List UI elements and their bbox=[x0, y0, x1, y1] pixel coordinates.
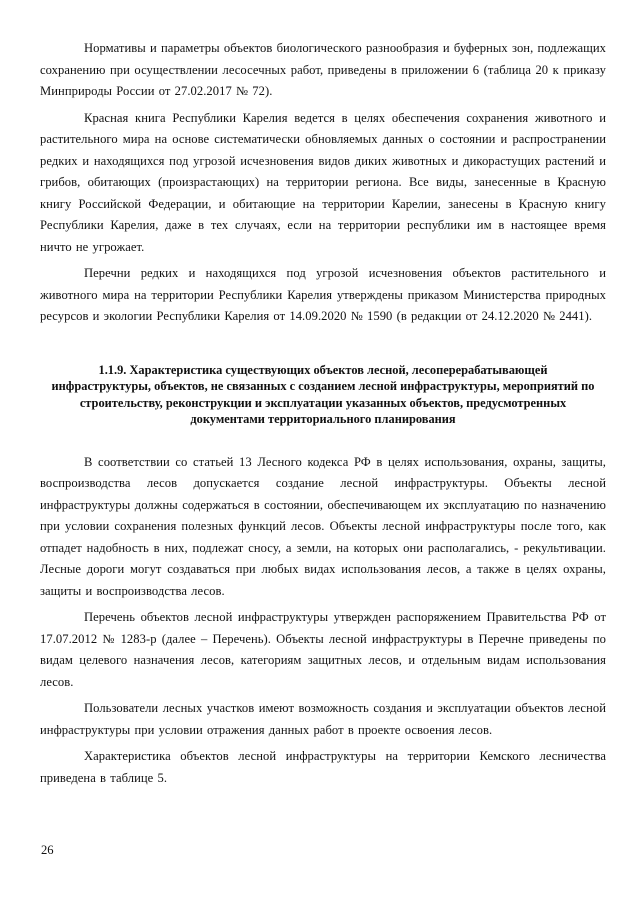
paragraph-forest-code-article: В соответствии со статьей 13 Лесного кодекса РФ в целях использования, охраны, защиты, воспроизводства лесов допускается создание лесной инфраструктуры. Объекты лесной инфраструктуры должны содержаться в состоянии, обеспечивающем их эксплуатацию по назначению при условии сохранения полезных функций лесов. Объекты лесной инфраструктуры после того, как отпадет надобность в них, подлежат сносу, а земли, на которых они располагались, - рекультивации. Лесные дороги могут создаваться при любых видах использования лесов, а также в целях охраны, защиты и воспроизводства лесов. bbox=[40, 454, 606, 598]
paragraph-biodiversity-norms: Нормативы и параметры объектов биологического разнообразия и буферных зон, подлежащих сохранению при осуществлении лесосечных работ, приведены в приложении 6 (таблица 20 к приказу Минприроды России от 27.02.2017 № 72). bbox=[40, 41, 606, 98]
document-body bbox=[40, 38, 606, 789]
paragraph-land-users: Пользователи лесных участков имеют возможность создания и эксплуатации объектов лесной инфраструктуры при условии отражения данных работ в проекте освоения лесов. bbox=[40, 701, 606, 737]
section-heading: 1.1.9. Характеристика существующих объектов лесной, лесоперерабатывающей инфраструктуры, объектов, не связанных с созданием лесной инфраструктуры, мероприятий по строительству, реконструкции и эксплуатации указанных объектов, предусмотренных документами территориального планирования bbox=[51, 362, 595, 426]
paragraph-table-reference: Характеристика объектов лесной инфраструктуры на территории Кемского лесничества приведена в таблице 5. bbox=[40, 749, 606, 785]
paragraph-infrastructure-list: Перечень объектов лесной инфраструктуры утвержден распоряжением Правительства РФ от 17.07.2012 № 1283-р (далее – Перечень). Объекты лесной инфраструктуры в Перечне приведены по видам целевого назначения лесов, категориям защитных лесов, и отдельным видам использования лесов. bbox=[40, 610, 606, 689]
paragraph-red-book: Красная книга Республики Карелия ведется в целях обеспечения сохранения животного и растительного мира на основе систематически обновляемых данных о состоянии и распространении редких и находящихся под угрозой исчезновения видов диких животных и дикорастущих растений и грибов, обитающих (произрастающих) на территории региона. Все виды, занесенные в Красную книгу Российской Федерации, и обитающие на территории Карелии, занесены в Красную книгу Республики Карелия, даже в тех случаях, если на территории республики им в настоящее время ничто не угрожает. bbox=[40, 110, 606, 254]
page-number: 26 bbox=[41, 843, 54, 857]
paragraph-rare-species-lists: Перечни редких и находящихся под угрозой исчезновения объектов растительного и животного мира на территории Республики Карелия утверждены приказом Министерства природных ресурсов и экологии Республики Карелия от 14.09.2020 № 1590 (в редакции от 24.12.2020 № 2441). bbox=[40, 266, 606, 323]
